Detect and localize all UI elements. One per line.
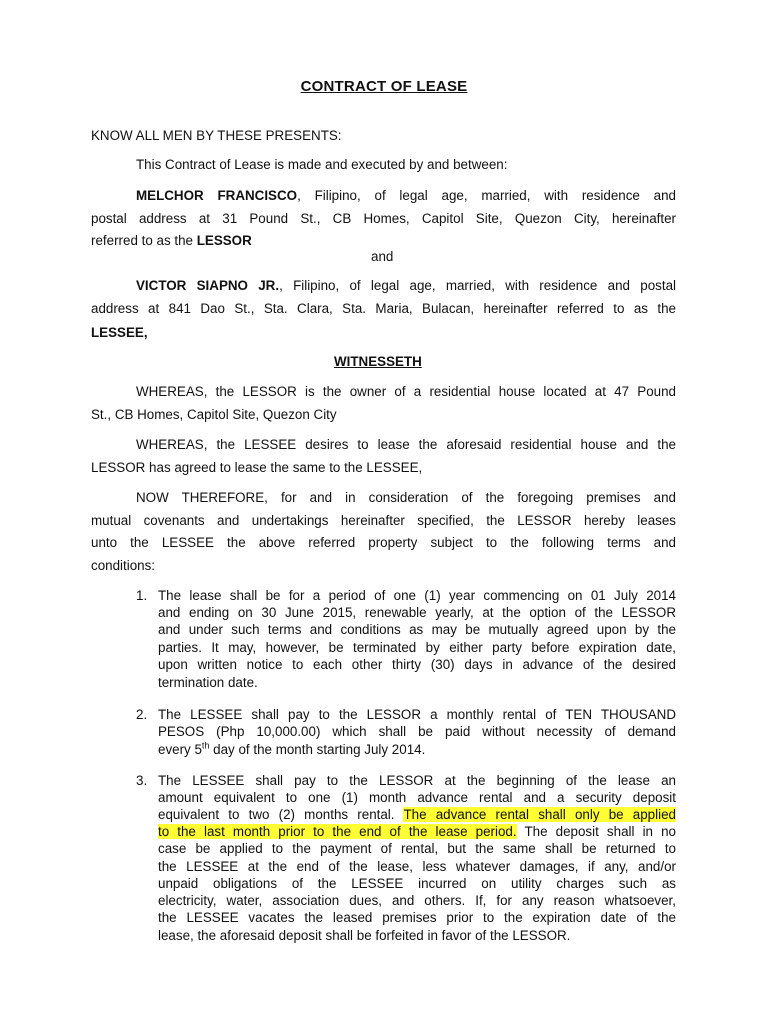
item1-line-3: and under such terms and conditions as may be mutually agreed upon by the (158, 622, 676, 637)
item3-line-7: unpaid obligations of the LESSEE incurred on utility charges such as (158, 876, 676, 891)
lessee-line-1: VICTOR SIAPNO JR., Filipino, of legal age, married, with residence and postal (136, 278, 676, 293)
lessor-line-1: MELCHOR FRANCISCO, Filipino, of legal age, married, with residence and (136, 188, 676, 203)
lessee-role: LESSEE, (91, 325, 148, 340)
item2-line-2: PESOS (Php 10,000.00) which shall be paid without necessity of demand (158, 724, 676, 739)
item2-line-1: The LESSEE shall pay to the LESSOR a monthly rental of TEN THOUSAND (158, 707, 676, 722)
lessor-line-3: referred to as the LESSOR (91, 233, 252, 248)
item2-number: 2. (136, 707, 148, 722)
item3-line-6: the LESSEE at the end of the lease, less whatever damages, if any, and/or (158, 859, 676, 874)
whereas1-line-1: WHEREAS, the LESSOR is the owner of a residential house located at 47 Pound (136, 384, 676, 399)
lessor-name: MELCHOR FRANCISCO (136, 188, 298, 203)
now-line-2: mutual covenants and undertakings hereinafter specified, the LESSOR hereby leases (91, 513, 676, 528)
whereas2-line-1: WHEREAS, the LESSEE desires to lease the aforesaid residential house and the (136, 437, 676, 452)
highlighted-text: to the last month prior to the end of the lease period. (158, 824, 517, 839)
item1-line-1: The lease shall be for a period of one (1) year commencing on 01 July 2014 (158, 588, 676, 603)
item1-line-6: termination date. (158, 675, 258, 690)
lessor-line-2: postal address at 31 Pound St., CB Homes, Capitol Site, Quezon City, hereinafter (91, 211, 676, 226)
highlighted-text: The advance rental shall only be applied (403, 807, 676, 822)
now-line-3: unto the LESSEE the above referred property subject to the following terms and (91, 535, 676, 550)
now-line-4: conditions: (91, 558, 156, 573)
witnesseth-heading: WITNESSETH (334, 354, 422, 369)
lessee-name: VICTOR SIAPNO JR. (136, 278, 280, 293)
item1-number: 1. (136, 588, 148, 603)
item3-line-8: electricity, water, association dues, and others. If, for any reason whatsoever, (158, 893, 676, 908)
document-title: CONTRACT OF LEASE (300, 78, 468, 95)
item3-line-5: case be applied to the payment of rental, but the same shall be returned to (158, 841, 676, 856)
item3-number: 3. (136, 773, 148, 788)
lessor-role: LESSOR (196, 233, 252, 248)
item1-line-4: parties. It may, however, be terminated by either party before expiration date, (158, 640, 676, 655)
item2-line-3: every 5th day of the month starting July 2014. (158, 740, 426, 757)
whereas1-line-2: St., CB Homes, Capitol Site, Quezon City (91, 407, 337, 422)
opening-line: KNOW ALL MEN BY THESE PRESENTS: (91, 128, 342, 143)
whereas2-line-2: LESSOR has agreed to lease the same to the LESSEE, (91, 460, 423, 475)
item3-line-10: lease, the aforesaid deposit shall be forfeited in favor of the LESSOR. (158, 928, 571, 943)
item1-line-5: upon written notice to each other thirty (30) days in advance of the desired (158, 657, 676, 672)
and-line: and (371, 249, 394, 264)
item3-line-1: The LESSEE shall pay to the LESSOR at the beginning of the lease an (158, 773, 676, 788)
item3-line-9: the LESSEE vacates the leased premises prior to the expiration date of the (158, 910, 676, 925)
lessee-line-2: address at 841 Dao St., Sta. Clara, Sta. Maria, Bulacan, hereinafter referred to as the (91, 301, 676, 316)
intro-line: This Contract of Lease is made and executed by and between: (136, 157, 508, 172)
now-line-1: NOW THEREFORE, for and in consideration of the foregoing premises and (136, 490, 676, 505)
item3-line-3: equivalent to two (2) months rental. The advance rental shall only be applied (158, 807, 676, 822)
item3-line-4: to the last month prior to the end of the lease period. The deposit shall in no (158, 824, 676, 839)
item1-line-2: and ending on 30 June 2015, renewable yearly, at the option of the LESSOR (158, 605, 676, 620)
item3-line-2: amount equivalent to one (1) month advance rental and a security deposit (158, 790, 676, 805)
